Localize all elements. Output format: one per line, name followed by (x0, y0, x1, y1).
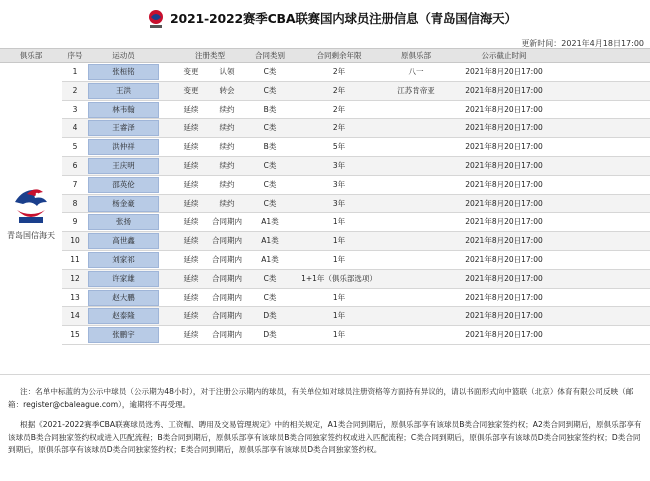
cell-reg: 延续 (183, 311, 199, 321)
cell-reg: 延续 (183, 217, 199, 227)
cell-reg: 延续 (183, 104, 199, 114)
page-title: 2021-2022赛季CBA联赛国内球员注册信息（青岛国信海天） (170, 11, 517, 26)
cell-deadline: 2021年8月20日17:00 (465, 161, 543, 170)
cell-orig (383, 307, 449, 325)
cell-cat: B类 (263, 142, 277, 152)
cell-sub: 续约 (219, 142, 235, 152)
cell-sub: 合同期内 (212, 311, 242, 321)
divider (0, 374, 650, 375)
cell-no: 13 (70, 292, 80, 302)
cell-deadline: 2021年8月20日17:00 (465, 255, 543, 264)
cell-sub: 续约 (219, 161, 235, 170)
cell-years: 3年 (332, 179, 346, 189)
cell-years: 5年 (332, 142, 346, 152)
table-row (62, 289, 650, 308)
page-header (0, 6, 650, 32)
cell-years: 3年 (332, 161, 346, 170)
cell-name: 王睿泽 (112, 123, 135, 133)
cba-logo-icon (148, 9, 164, 29)
cell-name: 高世鑫 (112, 236, 135, 246)
cell-years: 1年 (332, 255, 346, 264)
cell-no: 11 (70, 255, 80, 264)
cell-sub: 转会 (219, 85, 235, 95)
cell-name: 邵英伦 (112, 179, 135, 189)
table-row (62, 307, 650, 326)
cell-sub: 认领 (219, 67, 235, 76)
cell-years: 2年 (332, 123, 346, 133)
club-name: 青岛国信海天 (7, 231, 55, 240)
cell-no: 9 (72, 217, 78, 227)
cell-reg: 延续 (183, 330, 199, 340)
cell-years: 1年 (332, 311, 346, 321)
cell-sub: 合同期内 (212, 273, 242, 283)
cell-orig (383, 270, 449, 288)
club-eagle-logo-icon (9, 184, 53, 228)
table-row (62, 195, 650, 214)
cell-reg: 延续 (183, 255, 199, 264)
cell-deadline: 2021年8月20日17:00 (465, 273, 543, 283)
cell-years: 1年 (332, 330, 346, 340)
cell-reg: 变更 (183, 67, 199, 76)
cell-cat: C类 (263, 179, 277, 189)
col-no: 序号 (67, 51, 83, 60)
col-contract-cat: 合同类别 (255, 51, 285, 60)
cell-cat: D类 (263, 311, 277, 321)
cell-cat: C类 (263, 85, 277, 95)
cell-no: 10 (70, 236, 80, 246)
update-time: 更新时间：2021年4月18日17:00 (521, 39, 644, 48)
cell-cat: C类 (263, 273, 277, 283)
table-row (62, 157, 650, 176)
table-row (62, 119, 650, 138)
cell-name: 赵大鹏 (112, 292, 135, 302)
cell-orig (383, 232, 449, 250)
cell-sub: 合同期内 (212, 255, 242, 264)
cell-orig (383, 326, 449, 344)
cell-sub: 合同期内 (212, 236, 242, 246)
cell-sub: 合同期内 (212, 292, 242, 302)
col-orig-club: 原俱乐部 (401, 51, 431, 60)
cell-no: 7 (72, 179, 78, 189)
cell-name: 张桓铭 (112, 67, 135, 76)
cell-deadline: 2021年8月20日17:00 (465, 217, 543, 227)
club-block (0, 64, 62, 366)
cell-name: 洪仲祥 (112, 142, 135, 152)
cell-cat: A1类 (261, 217, 279, 227)
table-row (62, 63, 650, 82)
cell-orig (383, 251, 449, 269)
cell-orig (383, 138, 449, 156)
cell-cat: C类 (263, 198, 277, 208)
cell-orig (383, 289, 449, 307)
cell-cat: C类 (263, 292, 277, 302)
table-row (62, 138, 650, 157)
cell-reg: 延续 (183, 198, 199, 208)
cell-reg: 变更 (183, 85, 199, 95)
cell-cat: D类 (263, 330, 277, 340)
cell-sub: 合同期内 (212, 330, 242, 340)
cell-name: 张鹏宇 (112, 330, 135, 340)
table-header (0, 48, 650, 63)
cell-deadline: 2021年8月20日17:00 (465, 104, 543, 114)
cell-deadline: 2021年8月20日17:00 (465, 85, 543, 95)
cell-deadline: 2021年8月20日17:00 (465, 123, 543, 133)
table-row (62, 270, 650, 289)
cell-years: 3年 (332, 198, 346, 208)
cell-years: 2年 (332, 104, 346, 114)
cell-reg: 延续 (183, 123, 199, 133)
cell-sub: 合同期内 (212, 217, 242, 227)
cell-sub: 续约 (219, 179, 235, 189)
cell-years: 1+1年（俱乐部选项） (301, 273, 377, 283)
cell-orig: 八一 (408, 67, 424, 76)
cell-no: 5 (72, 142, 78, 152)
cell-reg: 延续 (183, 179, 199, 189)
cell-no: 3 (72, 104, 78, 114)
table-row (62, 326, 650, 345)
note-2: 根据《2021-2022赛季CBA联赛球员选秀、工资帽、聘用及交易管理规定》中的相关规定，A1类合同到期后，原俱乐部享有该球员B类合同独家签约权；A2类合同到期后，原俱乐部享有该球员B类合同独家签约权或进入匹配流程；B类合同到期后，原俱乐部享有该球员B类合同独家签约权或进入匹配流程；C类合同到期后，原俱乐部享有该球员D类合同独家签约权；D类合同到期后，原俱乐部享有该球员D类合同独家签约权；E类合同到期后，原俱乐部享有该球员D类合同独家签约权。 (8, 420, 642, 454)
cell-deadline: 2021年8月20日17:00 (465, 142, 543, 152)
cell-orig (383, 119, 449, 137)
cell-years: 1年 (332, 236, 346, 246)
col-deadline: 公示截止时间 (481, 51, 527, 60)
table-row (62, 232, 650, 251)
cell-deadline: 2021年8月20日17:00 (465, 179, 543, 189)
cell-orig (383, 101, 449, 119)
cell-years: 1年 (332, 217, 346, 227)
table-row (62, 176, 650, 195)
cell-name: 林韦翰 (112, 104, 135, 114)
table-row (62, 101, 650, 120)
cell-reg: 延续 (183, 142, 199, 152)
cell-name: 杨金豪 (112, 198, 135, 208)
cell-deadline: 2021年8月20日17:00 (465, 292, 543, 302)
cell-cat: A1类 (261, 236, 279, 246)
cell-deadline: 2021年8月20日17:00 (465, 330, 543, 340)
cell-years: 2年 (332, 67, 346, 76)
cell-orig (383, 195, 449, 213)
cell-orig: 江苏肯帝亚 (397, 85, 435, 95)
cell-reg: 延续 (183, 236, 199, 246)
cell-cat: C类 (263, 123, 277, 133)
cell-no: 6 (72, 161, 78, 170)
cell-no: 2 (72, 85, 78, 95)
table-row (62, 251, 650, 270)
cell-sub: 续约 (219, 198, 235, 208)
note-1: 注：名单中标蓝的为公示中球员（公示期为48小时），对于注册公示期内的球员，有关单位如对球员注册资格等方面持有异议的，请以书面形式向中篮联（北京）体育有限公司反映（邮箱：register@cbaleague.com），逾期将不再受理。 (8, 387, 634, 409)
cell-years: 1年 (332, 292, 346, 302)
cell-cat: C类 (263, 67, 277, 76)
cell-no: 8 (72, 198, 78, 208)
col-club: 俱乐部 (19, 51, 43, 60)
cell-name: 许家雄 (112, 273, 135, 283)
cell-reg: 延续 (183, 273, 199, 283)
table-row (62, 213, 650, 232)
cell-orig (383, 213, 449, 231)
cell-no: 15 (70, 330, 80, 340)
cell-deadline: 2021年8月20日17:00 (465, 67, 543, 76)
cell-orig (383, 176, 449, 194)
cell-cat: C类 (263, 161, 277, 170)
cell-cat: A1类 (261, 255, 279, 264)
cell-name: 王洪 (116, 85, 131, 95)
cell-name: 王庆明 (112, 161, 135, 170)
cell-no: 4 (72, 123, 78, 133)
cell-name: 刘家祁 (112, 255, 135, 264)
col-reg-type: 注册类型 (195, 51, 225, 60)
cell-orig (383, 157, 449, 175)
cell-no: 14 (70, 311, 80, 321)
cell-deadline: 2021年8月20日17:00 (465, 198, 543, 208)
cell-sub: 续约 (219, 104, 235, 114)
table-row (62, 82, 650, 101)
col-player: 运动员 (112, 51, 135, 60)
cell-sub: 续约 (219, 123, 235, 133)
cell-deadline: 2021年8月20日17:00 (465, 236, 543, 246)
cell-reg: 延续 (183, 292, 199, 302)
col-years: 合同剩余年限 (316, 51, 362, 60)
cell-deadline: 2021年8月20日17:00 (465, 311, 543, 321)
cell-name: 张扬 (116, 217, 131, 227)
cell-reg: 延续 (183, 161, 199, 170)
cell-years: 2年 (332, 85, 346, 95)
cell-no: 12 (70, 273, 80, 283)
notes (8, 386, 644, 465)
cell-cat: B类 (263, 104, 277, 114)
cell-no: 1 (72, 67, 78, 76)
cell-name: 赵泰隆 (112, 311, 135, 321)
